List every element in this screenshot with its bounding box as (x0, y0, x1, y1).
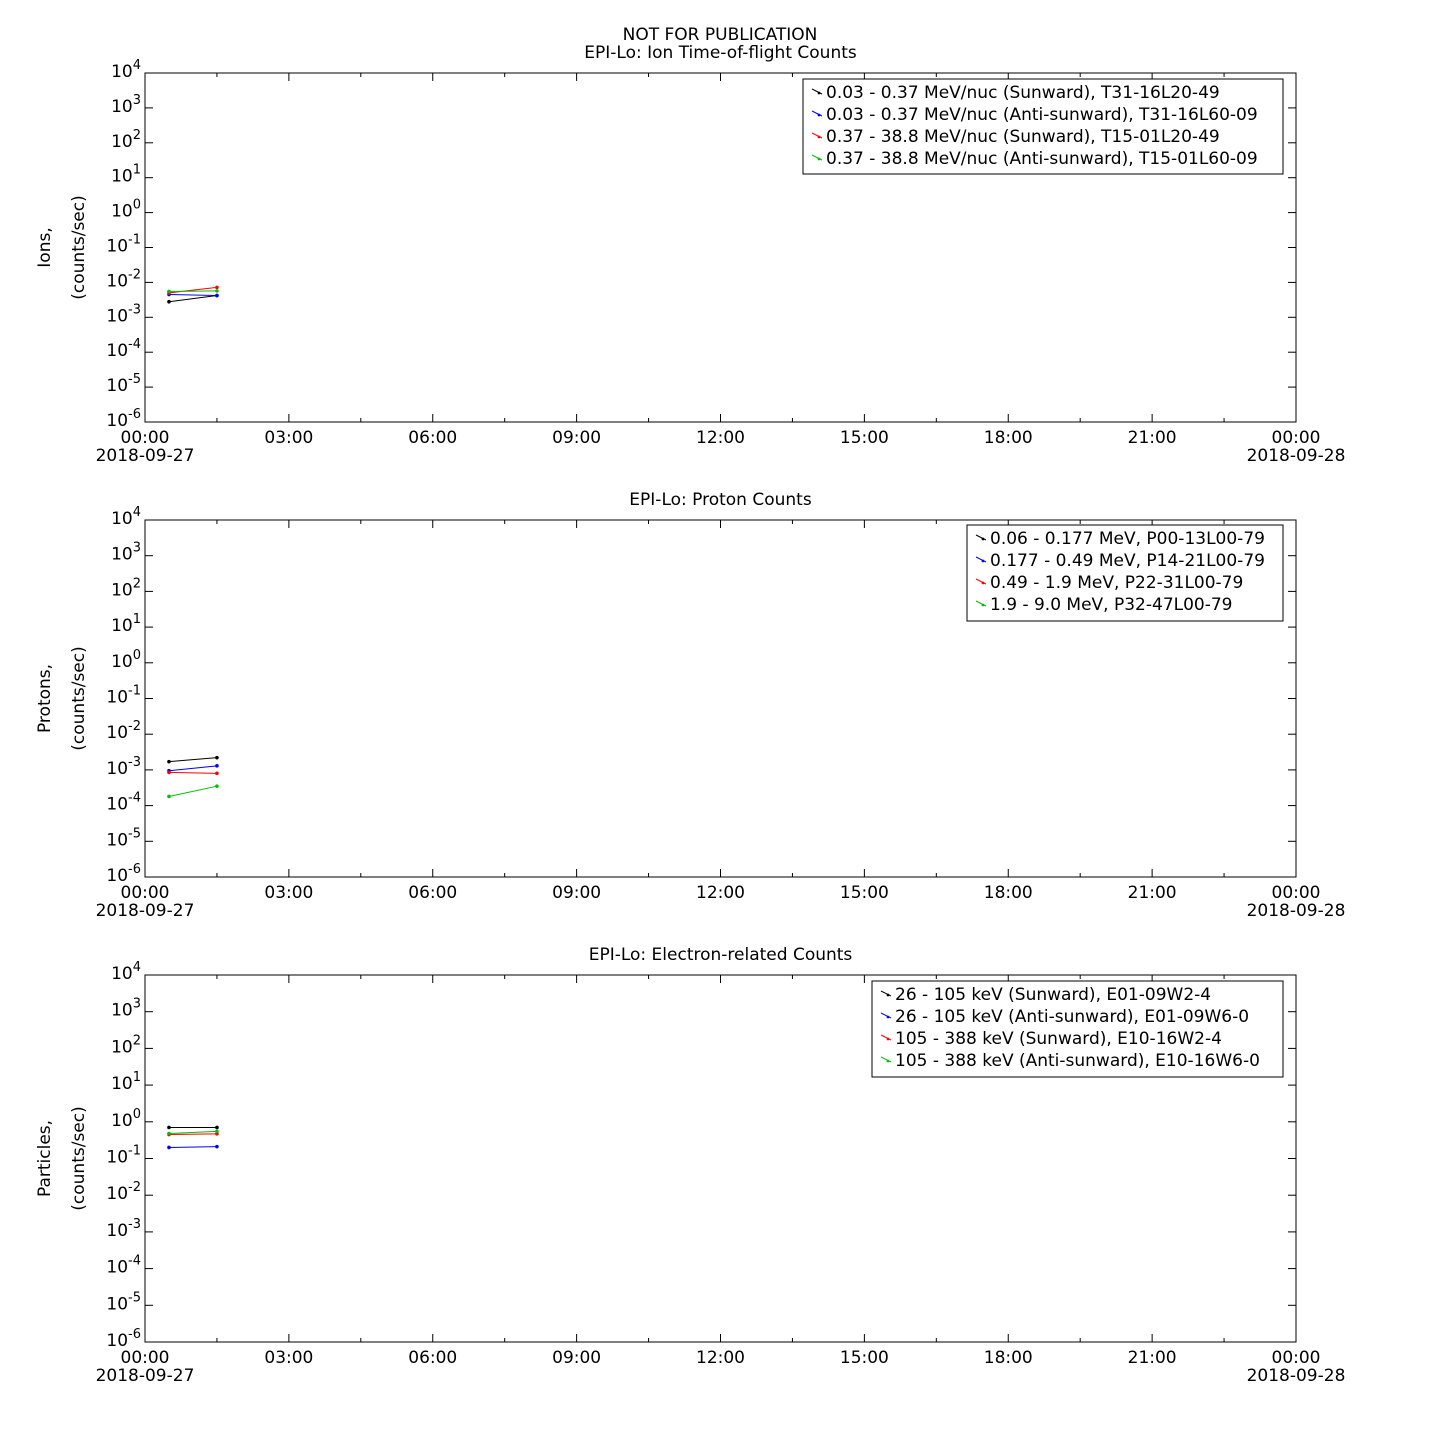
legend-entry-label: 0.03 - 0.37 MeV/nuc (Anti-sunward), T31-16L60-09 (826, 105, 1258, 125)
x-tick-label: 18:00 (983, 428, 1033, 448)
x-tick-label: 03:00 (264, 1348, 314, 1368)
chart-title: EPI-Lo: Ion Time-of-flight Counts (584, 43, 857, 63)
data-point (167, 290, 171, 294)
y-axis-label: Particles, (35, 1119, 55, 1198)
y-tick-label: $10^4$ (111, 960, 141, 984)
y-tick-label: $10^3$ (111, 92, 141, 117)
x-tick-label: 21:00 (1127, 883, 1177, 903)
legend-swatch-point (818, 136, 821, 139)
y-tick-label: $10^{-5}$ (106, 372, 141, 397)
legend-entry-label: 105 - 388 keV (Sunward), E10-16W2-4 (895, 1029, 1222, 1049)
y-tick-label: $10^{-5}$ (106, 826, 141, 851)
data-point (215, 756, 219, 760)
x-tick-label: 03:00 (264, 883, 314, 903)
data-point (167, 795, 171, 799)
x-tick-label: 09:00 (552, 428, 602, 448)
chart-legend (872, 981, 1283, 1077)
data-point (167, 1126, 171, 1130)
x-tick-label: 00:00 (1271, 1348, 1321, 1368)
x-tick-label: 21:00 (1127, 1348, 1177, 1368)
x-tick-label: 00:00 (120, 1348, 170, 1368)
y-axis-label: Ions, (35, 227, 55, 268)
legend-swatch-point (982, 582, 985, 585)
x-tick-label: 00:00 (120, 428, 170, 448)
y-tick-label: $10^0$ (111, 1106, 141, 1131)
x-tick-label: 09:00 (552, 883, 602, 903)
chart-legend (803, 79, 1283, 174)
data-point (215, 1145, 219, 1149)
y-tick-label: $10^0$ (111, 197, 141, 222)
series-line-3 (169, 1134, 217, 1135)
legend-entry-label: 0.37 - 38.8 MeV/nuc (Anti-sunward), T15-01L60-09 (826, 149, 1258, 169)
legend-swatch-point (818, 114, 821, 117)
legend-swatch-point (982, 604, 985, 607)
x-start-date-label: 2018-09-27 (95, 446, 195, 466)
data-point (167, 1146, 171, 1150)
legend-entry-label: 105 - 388 keV (Anti-sunward), E10-16W6-0 (895, 1051, 1260, 1071)
y-tick-label: $10^{-2}$ (106, 1180, 141, 1205)
chart-legend (967, 525, 1283, 621)
y-tick-label: $10^{-4}$ (106, 790, 141, 815)
y-axis-label: Protons, (35, 663, 55, 734)
data-point (215, 764, 219, 768)
legend-entry-label: 26 - 105 keV (Anti-sunward), E01-09W6-0 (895, 1007, 1250, 1027)
x-tick-label: 06:00 (408, 428, 458, 448)
x-tick-label: 15:00 (839, 1348, 889, 1368)
legend-swatch-point (818, 92, 821, 95)
y-axis-unit-label: (counts/sec) (69, 1106, 89, 1211)
y-tick-label: $10^3$ (111, 996, 141, 1021)
legend-entry-label: 0.37 - 38.8 MeV/nuc (Sunward), T15-01L20-49 (826, 127, 1220, 147)
legend-entry-label: 0.06 - 0.177 MeV, P00-13L00-79 (990, 529, 1265, 549)
y-tick-label: $10^4$ (111, 58, 141, 82)
y-tick-label: $10^{-6}$ (106, 1327, 141, 1351)
x-tick-label: 21:00 (1127, 428, 1177, 448)
data-point (167, 760, 171, 764)
legend-entry-label: 26 - 105 keV (Sunward), E01-09W2-4 (895, 985, 1212, 1005)
y-tick-label: $10^{-3}$ (106, 754, 141, 779)
y-tick-label: $10^1$ (111, 1070, 141, 1095)
legend-swatch-point (818, 158, 821, 161)
x-end-date-label: 2018-09-28 (1246, 901, 1346, 921)
data-point (215, 784, 219, 788)
x-tick-label: 18:00 (983, 1348, 1033, 1368)
y-axis-unit-label: (counts/sec) (69, 195, 89, 300)
data-point (167, 300, 171, 304)
data-point (215, 289, 219, 293)
x-tick-label: 00:00 (1271, 428, 1321, 448)
legend-swatch-point (887, 1016, 890, 1019)
x-tick-label: 00:00 (120, 883, 170, 903)
y-tick-label: $10^1$ (111, 162, 141, 187)
x-tick-label: 12:00 (696, 883, 745, 903)
x-tick-label: 00:00 (1271, 883, 1321, 903)
y-tick-label: $10^3$ (111, 540, 141, 565)
y-tick-label: $10^{-5}$ (106, 1290, 141, 1315)
legend-swatch-point (982, 538, 985, 541)
legend-entry-label: 0.177 - 0.49 MeV, P14-21L00-79 (990, 551, 1265, 571)
x-tick-label: 03:00 (264, 428, 314, 448)
x-tick-label: 15:00 (839, 428, 889, 448)
data-point (215, 1130, 219, 1134)
x-start-date-label: 2018-09-27 (95, 901, 195, 921)
x-tick-label: 06:00 (408, 1348, 458, 1368)
y-tick-label: $10^{-2}$ (106, 267, 141, 292)
legend-swatch-point (887, 994, 890, 997)
y-tick-label: $10^{-1}$ (106, 1143, 141, 1168)
x-tick-label: 18:00 (983, 883, 1033, 903)
y-tick-label: $10^{-4}$ (106, 337, 141, 362)
watermark-title: NOT FOR PUBLICATION (622, 25, 818, 45)
y-axis-unit-label: (counts/sec) (69, 646, 89, 751)
y-tick-label: $10^2$ (111, 576, 141, 601)
data-point (215, 1126, 219, 1130)
y-tick-label: $10^{-6}$ (106, 862, 141, 886)
y-tick-label: $10^{-6}$ (106, 407, 141, 431)
data-point (167, 771, 171, 775)
y-tick-label: $10^{-1}$ (106, 232, 141, 257)
legend-swatch-point (887, 1060, 890, 1063)
x-start-date-label: 2018-09-27 (95, 1366, 195, 1386)
legend-entry-label: 0.49 - 1.9 MeV, P22-31L00-79 (990, 573, 1244, 593)
series-line-4 (169, 291, 217, 292)
data-point (215, 772, 219, 776)
chart-title: EPI-Lo: Proton Counts (629, 490, 812, 510)
y-tick-label: $10^2$ (111, 1033, 141, 1058)
legend-swatch-point (887, 1038, 890, 1041)
y-tick-label: $10^{-4}$ (106, 1253, 141, 1278)
legend-swatch-point (982, 560, 985, 563)
y-tick-label: $10^{-3}$ (106, 1216, 141, 1241)
y-tick-label: $10^2$ (111, 127, 141, 152)
x-end-date-label: 2018-09-28 (1246, 446, 1346, 466)
x-tick-label: 06:00 (408, 883, 458, 903)
y-tick-label: $10^{-2}$ (106, 719, 141, 744)
data-point (167, 1132, 171, 1136)
chart-title: EPI-Lo: Electron-related Counts (588, 945, 853, 965)
x-tick-label: 12:00 (696, 1348, 745, 1368)
data-point (215, 294, 219, 298)
x-tick-label: 09:00 (552, 1348, 602, 1368)
x-tick-label: 15:00 (839, 883, 889, 903)
x-tick-label: 12:00 (696, 428, 745, 448)
x-end-date-label: 2018-09-28 (1246, 1366, 1346, 1386)
data-point (215, 286, 219, 290)
y-tick-label: $10^4$ (111, 505, 141, 529)
legend-entry-label: 1.9 - 9.0 MeV, P32-47L00-79 (990, 595, 1233, 615)
legend-entry-label: 0.03 - 0.37 MeV/nuc (Sunward), T31-16L20-49 (826, 83, 1220, 103)
y-tick-label: $10^1$ (111, 612, 141, 637)
y-tick-label: $10^{-3}$ (106, 302, 141, 327)
y-tick-label: $10^{-1}$ (106, 683, 141, 708)
y-tick-label: $10^0$ (111, 647, 141, 672)
